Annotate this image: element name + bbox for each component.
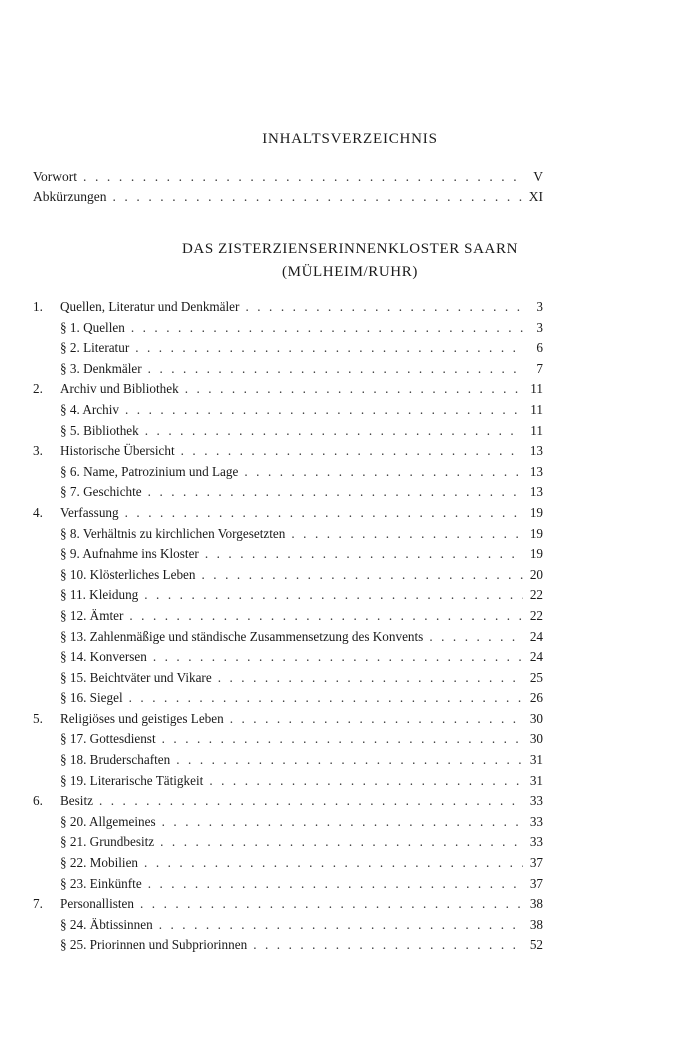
toc-entry-label: § 16. Siegel	[60, 690, 123, 706]
leader-dots	[160, 832, 523, 853]
toc-section	[33, 874, 543, 895]
toc-chapter	[33, 791, 543, 812]
toc-entry-label: § 10. Klösterliches Leben	[60, 566, 196, 582]
toc-section	[33, 832, 543, 853]
leader-dots	[245, 297, 523, 318]
toc-section	[33, 668, 543, 689]
leader-dots	[253, 935, 523, 956]
toc-entry-label: § 17. Gottesdienst	[60, 731, 156, 747]
toc-entry-page: 20	[529, 566, 543, 582]
toc-entry-page: 11	[530, 401, 543, 417]
toc-entry-label: § 8. Verhältnis zu kirchlichen Vorgesetzten	[60, 525, 286, 541]
toc-entry-page: 30	[529, 731, 543, 747]
toc-entry-label: § 2. Literatur	[60, 340, 130, 356]
toc-entry-page: 37	[529, 875, 543, 891]
toc-chapter	[33, 503, 543, 524]
toc-entry-label: § 25. Priorinnen und Subpriorinnen	[60, 937, 248, 953]
toc-chapter	[33, 297, 543, 318]
leader-dots	[83, 167, 523, 187]
toc-section	[33, 338, 543, 359]
toc-entry-page: 7	[536, 360, 543, 376]
toc-entry-page: 31	[529, 772, 543, 788]
leader-dots	[202, 565, 523, 586]
leader-dots	[144, 853, 523, 874]
toc-section	[33, 915, 543, 936]
toc-entry-page: 13	[529, 463, 543, 479]
toc-entry-label: § 22. Mobilien	[60, 855, 139, 871]
toc-section	[33, 771, 543, 792]
leader-dots	[209, 771, 523, 792]
toc-entry-page: 6	[536, 340, 543, 356]
toc-section	[33, 688, 543, 709]
toc-entry-page: 13	[529, 484, 543, 500]
toc-section	[33, 524, 543, 545]
toc-entry-page: 22	[529, 607, 543, 623]
leader-dots	[145, 421, 523, 442]
toc-section	[33, 606, 543, 627]
toc-entry-label: Religiöses und geistiges Leben	[60, 710, 224, 726]
leader-dots	[244, 462, 523, 483]
toc-entry-label: Besitz	[60, 793, 93, 809]
toc-entry-label: § 6. Name, Patrozinium und Lage	[60, 463, 239, 479]
toc-entry-page: 11	[530, 381, 543, 397]
toc-section	[33, 935, 543, 956]
toc-section	[33, 482, 543, 503]
leader-dots	[205, 544, 523, 565]
toc-entry-label: Archiv und Bibliothek	[60, 381, 179, 397]
toc-section	[33, 585, 543, 606]
toc-entry-page: 30	[529, 710, 543, 726]
toc-section	[33, 318, 543, 339]
toc-chapter	[33, 709, 543, 730]
leader-dots	[140, 894, 523, 915]
toc-entry-page: XI	[528, 188, 543, 204]
toc-entry-label: § 3. Denkmäler	[60, 360, 142, 376]
toc-entry-label: § 19. Literarische Tätigkeit	[60, 772, 204, 788]
toc-chapter	[33, 441, 543, 462]
toc-entry-page: 3	[536, 319, 543, 335]
toc-chapter-number: 2.	[33, 381, 43, 397]
leader-dots	[176, 750, 523, 771]
leader-dots	[99, 791, 523, 812]
toc-entry-label: Personallisten	[60, 896, 134, 912]
toc-entry-page: 24	[529, 649, 543, 665]
toc-entry-page: 38	[529, 896, 543, 912]
toc-section	[33, 750, 543, 771]
toc-entry-label: § 1. Quellen	[60, 319, 125, 335]
leader-dots	[125, 503, 523, 524]
toc-entry-vorwort	[33, 167, 543, 187]
toc-entry-label: Verfassung	[60, 504, 119, 520]
toc-entry-label: Historische Übersicht	[60, 443, 175, 459]
toc-chapter-number: 5.	[33, 710, 43, 726]
leader-dots	[129, 688, 523, 709]
toc-entry-label: § 7. Geschichte	[60, 484, 142, 500]
toc-section	[33, 359, 543, 380]
toc-section	[33, 729, 543, 750]
toc-entry-label: Quellen, Literatur und Denkmäler	[60, 299, 240, 314]
toc-section	[33, 544, 543, 565]
toc-entry-label: § 20. Allgemeines	[60, 813, 156, 829]
leader-dots	[230, 709, 523, 730]
toc-entry-page: 3	[536, 299, 543, 314]
toc-entry-label: § 21. Grundbesitz	[60, 834, 155, 850]
leader-dots	[125, 400, 523, 421]
leader-dots	[148, 482, 523, 503]
toc-entry-page: 11	[530, 422, 543, 438]
section-title-line1: DAS ZISTERZIENSERINNENKLOSTER SAARN	[182, 241, 518, 257]
toc-entry-label: § 4. Archiv	[60, 401, 119, 417]
leader-dots	[162, 812, 523, 833]
leader-dots	[185, 379, 523, 400]
toc-chapter-number: 6.	[33, 793, 43, 809]
toc-entry-page: 25	[529, 669, 543, 685]
toc-entry-page: 33	[529, 834, 543, 850]
toc-entry-page: 33	[529, 793, 543, 809]
toc-entry-page: 19	[529, 504, 543, 520]
toc-entry-page: V	[533, 169, 543, 184]
section-title	[0, 238, 700, 284]
toc-entry-page: 19	[529, 546, 543, 562]
toc-entry-label: § 23. Einkünfte	[60, 875, 142, 891]
toc-entry-page: 13	[529, 443, 543, 459]
toc-list	[33, 297, 543, 956]
section-title-line2: (MÜLHEIM/RUHR)	[282, 264, 418, 280]
toc-section	[33, 853, 543, 874]
toc-chapter	[33, 894, 543, 915]
leader-dots	[148, 359, 523, 380]
toc-entry-label: § 9. Aufnahme ins Kloster	[60, 546, 199, 562]
leader-dots	[162, 729, 523, 750]
toc-entry-page: 24	[529, 628, 543, 644]
toc-chapter-number: 7.	[33, 896, 43, 912]
toc-entry-label: § 5. Bibliothek	[60, 422, 139, 438]
leader-dots	[129, 606, 523, 627]
toc-entry-label: § 15. Beichtväter und Vikare	[60, 669, 212, 685]
toc-entry-label: § 13. Zahlenmäßige und ständische Zusammensetzung des Konvents	[60, 628, 424, 644]
toc-section	[33, 400, 543, 421]
toc-entry-label: Vorwort	[33, 169, 78, 184]
leader-dots	[159, 915, 523, 936]
toc-heading: INHALTSVERZEICHNIS	[262, 131, 438, 147]
toc-section	[33, 812, 543, 833]
toc-entry-label: Abkürzungen	[33, 188, 107, 204]
toc-chapter-number: 3.	[33, 443, 43, 459]
toc-entry-page: 38	[529, 916, 543, 932]
toc-entry-page: 31	[529, 752, 543, 768]
leader-dots	[148, 874, 523, 895]
toc-entry-page: 33	[529, 813, 543, 829]
leader-dots	[429, 627, 523, 648]
toc-entry-label: § 12. Ämter	[60, 607, 124, 623]
toc-entry-page: 19	[529, 525, 543, 541]
toc-section	[33, 565, 543, 586]
toc-entry-label: § 24. Äbtissinnen	[60, 916, 153, 932]
leader-dots	[181, 441, 523, 462]
toc-chapter-number: 4.	[33, 504, 43, 520]
leader-dots	[112, 187, 523, 207]
toc-entry-label: § 14. Konversen	[60, 649, 147, 665]
toc-entry-label: § 11. Kleidung	[60, 587, 139, 603]
leader-dots	[153, 647, 523, 668]
toc-entry-label: § 18. Bruderschaften	[60, 752, 171, 768]
leader-dots	[291, 524, 523, 545]
toc-entry-page: 26	[529, 690, 543, 706]
leader-dots	[144, 585, 523, 606]
leader-dots	[135, 338, 523, 359]
toc-chapter-number: 1.	[33, 299, 43, 314]
toc-section	[33, 421, 543, 442]
toc-section	[33, 627, 543, 648]
toc-section	[33, 647, 543, 668]
toc-chapter	[33, 379, 543, 400]
front-matter-list	[33, 167, 543, 206]
toc-entry-page: 22	[529, 587, 543, 603]
leader-dots	[131, 318, 523, 339]
leader-dots	[218, 668, 523, 689]
toc-section	[33, 462, 543, 483]
toc-entry-page: 37	[529, 855, 543, 871]
toc-entry-abkuerzungen	[33, 187, 543, 207]
toc-entry-page: 52	[529, 937, 543, 953]
